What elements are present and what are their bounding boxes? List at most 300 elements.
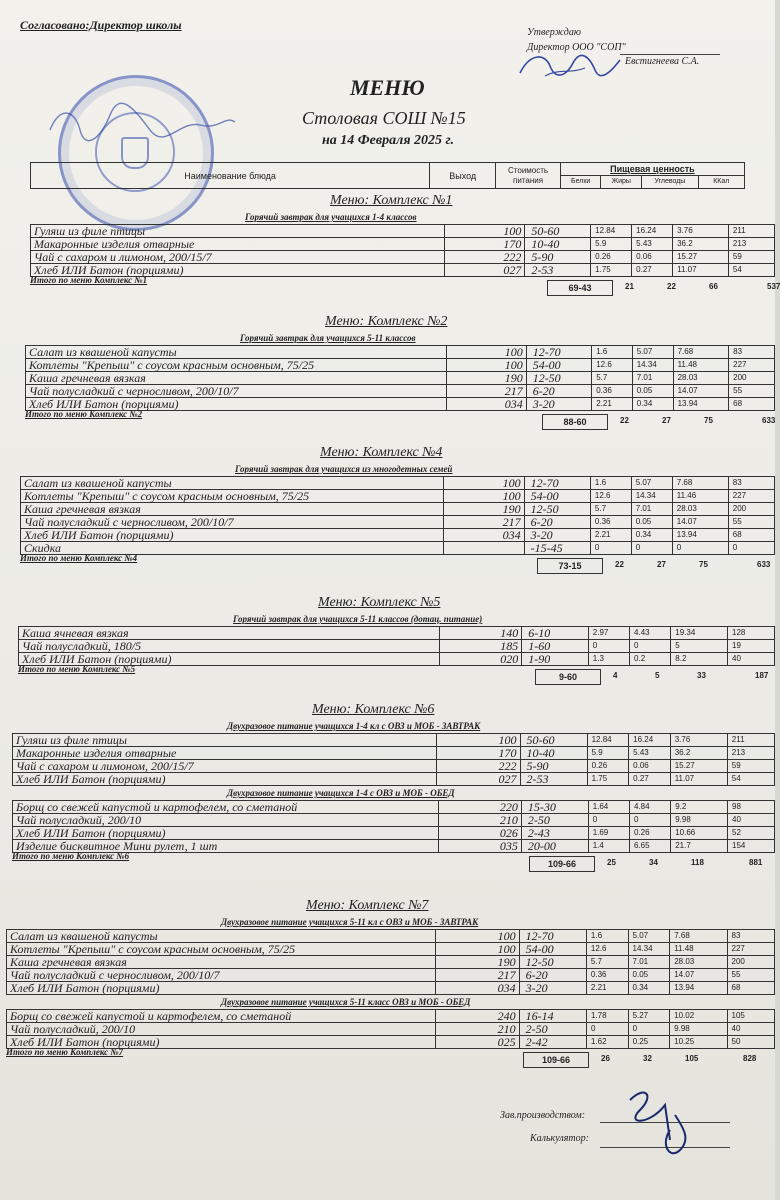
dish-output: 100 (446, 346, 526, 359)
table-row (7, 982, 775, 995)
dish-cost: 20-00 (521, 840, 588, 853)
dish-output: 100 (446, 359, 526, 372)
table-row (13, 827, 775, 840)
dish-kcal: 211 (728, 225, 774, 238)
complex-title: Меню: Комплекс №4 (320, 445, 443, 460)
dish-cost: 6-20 (526, 385, 592, 398)
dish-cost: 3-20 (524, 529, 590, 542)
dish-carbs: 3.76 (670, 734, 727, 747)
dish-fat: 0.26 (629, 827, 670, 840)
table-row (13, 801, 775, 814)
dish-carbs: 8.2 (671, 653, 728, 666)
dish-protein: 0.36 (590, 516, 631, 529)
dish-cost: 15-30 (521, 801, 588, 814)
total-carbs: 66 (709, 282, 718, 291)
dish-fat: 4.84 (629, 801, 670, 814)
dish-name: Каша гречневая вязкая (7, 956, 436, 969)
dish-fat: 0.05 (632, 385, 673, 398)
col-name-header: Наименование блюда (31, 163, 430, 189)
dish-fat: 0.34 (631, 529, 672, 542)
dish-cost: 3-20 (519, 982, 586, 995)
table-row (13, 747, 775, 760)
director-signature (515, 48, 625, 83)
dish-output: 210 (435, 1023, 519, 1036)
dish-protein: 5.7 (592, 372, 632, 385)
dish-cost: 2-42 (519, 1036, 586, 1049)
dish-cost: 1-60 (522, 640, 589, 653)
dish-name: Чай полусладкий, 200/10 (7, 1023, 436, 1036)
table-row (7, 956, 775, 969)
dish-fat: 16.24 (629, 734, 671, 747)
table-row (19, 640, 775, 653)
dish-name: Чай с сахаром и лимоном, 200/15/7 (13, 760, 437, 773)
table-row (7, 930, 775, 943)
dish-carbs: 11.48 (673, 359, 729, 372)
dish-kcal: 54 (727, 773, 774, 786)
dish-protein: 2.21 (592, 398, 632, 411)
page-title: МЕНЮ (350, 75, 425, 100)
dish-kcal: 68 (727, 982, 774, 995)
signature-line (620, 54, 720, 55)
dish-carbs: 5 (671, 640, 728, 653)
dish-kcal: 200 (729, 372, 775, 385)
col-cost-header: Стоимость питания (496, 163, 561, 189)
complex-title: Меню: Комплекс №2 (325, 314, 448, 329)
dish-fat: 16.24 (632, 225, 673, 238)
dish-carbs: 7.68 (670, 930, 727, 943)
dish-name: Чай полусладкий, 180/5 (19, 640, 440, 653)
complex-title: Меню: Комплекс №7 (306, 898, 429, 913)
dish-carbs: 14.07 (672, 516, 728, 529)
total-protein: 21 (625, 282, 634, 291)
dish-kcal: 200 (728, 503, 774, 516)
dish-kcal: 211 (727, 734, 774, 747)
dish-name: Хлеб ИЛИ Батон (порциями) (7, 982, 436, 995)
dish-kcal: 40 (728, 814, 775, 827)
dish-protein: 12.6 (590, 490, 631, 503)
block-subtitle: Двухразовое питание учащихся 5-11 кл с ОВЗ и МОБ - ЗАВТРАК (221, 917, 479, 927)
dish-output: 100 (437, 734, 520, 747)
dish-kcal: 54 (728, 264, 774, 277)
dish-carbs: 10.25 (670, 1036, 727, 1049)
dish-cost: 54-00 (519, 943, 586, 956)
col-fat-header: Жиры (601, 176, 642, 189)
dish-carbs: 9.98 (671, 814, 728, 827)
dish-fat: 0 (628, 1023, 670, 1036)
dish-fat: 6.65 (629, 840, 670, 853)
dish-output: 026 (439, 827, 522, 840)
itogo-label: Итого по меню Комплекс №4 (20, 553, 138, 563)
dish-carbs: 36.2 (673, 238, 729, 251)
dish-protein: 2.21 (586, 982, 628, 995)
dish-output: 100 (435, 930, 519, 943)
dish-protein: 0 (590, 542, 631, 555)
dish-fat: 5.07 (632, 346, 673, 359)
dish-output: 100 (443, 490, 524, 503)
block-subtitle: Горячий завтрак для учащихся 5-11 классов (дотац. питание) (233, 614, 483, 624)
dish-name: Чай полусладкий с черносливом, 200/10/7 (26, 385, 447, 398)
dish-carbs: 7.68 (672, 477, 728, 490)
complex-title: Меню: Комплекс №5 (318, 595, 441, 610)
dish-cost: 50-60 (520, 734, 587, 747)
dish-name: Чай полусладкий, 200/10 (13, 814, 439, 827)
total-fat: 27 (657, 560, 666, 569)
dish-cost: 12-70 (519, 930, 586, 943)
dish-cost: 12-50 (524, 503, 590, 516)
table-row (19, 627, 775, 640)
dish-cost: 2-53 (520, 773, 587, 786)
dish-kcal: 128 (728, 627, 775, 640)
dish-protein: 1.6 (592, 346, 632, 359)
agreed-label: Согласовано:Директор школы (20, 18, 182, 32)
dish-output: 222 (437, 760, 520, 773)
dish-fat: 0 (631, 542, 672, 555)
dish-name: Котлеты "Крепыш" с соусом красным основным, 75/25 (7, 943, 436, 956)
dish-output: 190 (435, 956, 519, 969)
dish-kcal: 83 (728, 477, 774, 490)
dish-carbs: 10.66 (671, 827, 728, 840)
dish-carbs: 11.46 (672, 490, 728, 503)
dish-protein: 1.62 (586, 1036, 628, 1049)
approve-role: Директор ООО "СОП" (527, 42, 626, 53)
dish-carbs: 14.07 (673, 385, 729, 398)
dish-carbs: 7.68 (673, 346, 729, 359)
table-row (21, 503, 775, 516)
dish-name: Хлеб ИЛИ Батон (порциями) (13, 827, 439, 840)
dish-carbs: 9.2 (671, 801, 728, 814)
production-signature (620, 1080, 700, 1155)
total-kcal: 828 (743, 1054, 757, 1063)
dish-cost: 5-90 (525, 251, 591, 264)
dish-name: Гуляш из филе птицы (13, 734, 437, 747)
total-fat: 27 (662, 416, 671, 425)
dish-cost: 12-70 (524, 477, 590, 490)
dish-cost: 12-50 (519, 956, 586, 969)
dish-table (12, 800, 775, 853)
block-subtitle: Горячий завтрак для учащихся 1-4 классов (245, 212, 417, 222)
dish-carbs: 13.94 (672, 529, 728, 542)
dish-output: 240 (435, 1010, 519, 1023)
dish-name: Каша ячневая вязкая (19, 627, 440, 640)
dish-cost: 2-53 (525, 264, 591, 277)
dish-output: 210 (439, 814, 522, 827)
table-row (26, 372, 775, 385)
dish-protein: 1.78 (586, 1010, 628, 1023)
dish-output: 025 (435, 1036, 519, 1049)
dish-cost: 3-20 (526, 398, 592, 411)
itogo-label: Итого по меню Комплекс №1 (30, 275, 148, 285)
dish-kcal: 98 (728, 801, 775, 814)
dish-cost: 10-40 (520, 747, 587, 760)
dish-cost: 2-43 (521, 827, 588, 840)
dish-carbs: 13.94 (670, 982, 727, 995)
dish-output: 185 (439, 640, 522, 653)
dish-cost: 2-50 (521, 814, 588, 827)
dish-output: 220 (439, 801, 522, 814)
total-cost: 109-66 (523, 1052, 589, 1068)
total-protein: 4 (613, 671, 618, 680)
dish-output: 100 (435, 943, 519, 956)
dish-fat: 0.05 (631, 516, 672, 529)
dish-carbs: 14.07 (670, 969, 727, 982)
col-kcal-header: ККал (698, 176, 744, 189)
dish-output (443, 542, 524, 555)
dish-kcal: 200 (727, 956, 774, 969)
table-row (13, 734, 775, 747)
total-protein: 25 (607, 858, 616, 867)
dish-name: Хлеб ИЛИ Батон (порциями) (13, 773, 437, 786)
dish-table (12, 733, 775, 786)
dish-cost: 54-00 (524, 490, 590, 503)
dish-protein: 0.36 (586, 969, 628, 982)
dish-cost: 1-90 (522, 653, 589, 666)
dish-protein: 0.36 (592, 385, 632, 398)
table-row (7, 943, 775, 956)
dish-name: Изделие бисквитное Мини рулет, 1 шт (13, 840, 439, 853)
dish-protein: 0 (588, 640, 629, 653)
dish-name: Каша гречневая вязкая (21, 503, 444, 516)
dish-cost: 12-70 (526, 346, 592, 359)
menu-date: на 14 Февраля 2025 г. (322, 133, 455, 148)
dish-name: Хлеб ИЛИ Батон (порциями) (21, 529, 444, 542)
dish-fat: 0.05 (628, 969, 670, 982)
block-subtitle: Горячий завтрак для учащихся 5-11 классов (240, 333, 416, 343)
dish-protein: 1.75 (587, 773, 629, 786)
dish-fat: 14.34 (628, 943, 670, 956)
table-row (31, 251, 775, 264)
dish-carbs: 0 (672, 542, 728, 555)
dish-output: 034 (446, 398, 526, 411)
dish-name: Хлеб ИЛИ Батон (порциями) (31, 264, 445, 277)
dish-kcal: 68 (729, 398, 775, 411)
dish-output: 020 (439, 653, 522, 666)
col-output-header: Выход (430, 163, 496, 189)
col-carbs-header: Углеводы (642, 176, 699, 189)
dish-name: Хлеб ИЛИ Батон (порциями) (19, 653, 440, 666)
total-kcal: 633 (762, 416, 776, 425)
dish-cost: 6-10 (522, 627, 589, 640)
dish-protein: 1.3 (588, 653, 629, 666)
dish-kcal: 227 (729, 359, 775, 372)
dish-kcal: 55 (728, 516, 774, 529)
dish-protein: 5.7 (590, 503, 631, 516)
dish-name: Котлеты "Крепыш" с соусом красным основным, 75/25 (21, 490, 444, 503)
dish-carbs: 19.34 (671, 627, 728, 640)
dish-output: 170 (444, 238, 525, 251)
table-row (13, 814, 775, 827)
dish-kcal: 227 (728, 490, 774, 503)
dish-protein: 12.6 (586, 943, 628, 956)
dish-cost: 5-90 (520, 760, 587, 773)
dish-fat: 5.43 (632, 238, 673, 251)
dish-protein: 0.26 (587, 760, 629, 773)
dish-kcal: 154 (728, 840, 775, 853)
dish-output: 140 (439, 627, 522, 640)
table-row (26, 359, 775, 372)
dish-kcal: 55 (729, 385, 775, 398)
dish-output: 034 (435, 982, 519, 995)
dish-carbs: 3.76 (673, 225, 729, 238)
dish-carbs: 15.27 (670, 760, 727, 773)
dish-name: Борщ со свежей капустой и картофелем, со сметаной (7, 1010, 436, 1023)
dish-table (20, 476, 775, 555)
itogo-label: Итого по меню Комплекс №2 (25, 409, 143, 419)
dish-carbs: 11.48 (670, 943, 727, 956)
dish-fat: 0 (629, 814, 670, 827)
dish-table (6, 1009, 775, 1049)
dish-name: Чай полусладкий с черносливом, 200/10/7 (7, 969, 436, 982)
dish-cost: 16-14 (519, 1010, 586, 1023)
dish-fat: 0.06 (632, 251, 673, 264)
calculator-label: Калькулятор: (530, 1133, 589, 1144)
block-subtitle: Двухразовое питание учащихся 5-11 класс ОВЗ и МОБ - ОБЕД (221, 997, 471, 1007)
dish-protein: 2.97 (588, 627, 629, 640)
dish-table (25, 345, 775, 411)
dish-name: Салат из квашеной капусты (26, 346, 447, 359)
dish-fat: 7.01 (631, 503, 672, 516)
dish-carbs: 9.98 (670, 1023, 727, 1036)
production-label: Зав.производством: (500, 1110, 586, 1121)
dish-output: 027 (437, 773, 520, 786)
dish-protein: 1.64 (588, 801, 629, 814)
dish-fat: 0.34 (628, 982, 670, 995)
dish-output: 100 (443, 477, 524, 490)
table-row (26, 385, 775, 398)
dish-fat: 14.34 (632, 359, 673, 372)
table-row (21, 516, 775, 529)
dish-carbs: 11.07 (673, 264, 729, 277)
total-cost: 69-43 (547, 280, 613, 296)
dish-kcal: 213 (727, 747, 774, 760)
dish-carbs: 13.94 (673, 398, 729, 411)
dish-protein: 1.6 (590, 477, 631, 490)
dish-output: 170 (437, 747, 520, 760)
dish-protein: 12.6 (592, 359, 632, 372)
table-row (7, 1023, 775, 1036)
dish-kcal: 227 (727, 943, 774, 956)
total-kcal: 881 (749, 858, 763, 867)
dish-kcal: 213 (728, 238, 774, 251)
dish-protein: 2.21 (590, 529, 631, 542)
total-kcal: 537 (767, 282, 780, 291)
dish-kcal: 105 (727, 1010, 775, 1023)
dish-name: Гуляш из филе птицы (31, 225, 445, 238)
total-kcal: 633 (757, 560, 771, 569)
table-row (13, 760, 775, 773)
total-protein: 26 (601, 1054, 610, 1063)
total-protein: 22 (615, 560, 624, 569)
dish-protein: 5.9 (587, 747, 629, 760)
dish-name: Макаронные изделия отварные (13, 747, 437, 760)
dish-kcal: 83 (727, 930, 774, 943)
col-protein-header: Белки (560, 176, 601, 189)
dish-kcal: 59 (727, 760, 774, 773)
dish-protein: 12.84 (587, 734, 629, 747)
dish-name: Хлеб ИЛИ Батон (порциями) (26, 398, 447, 411)
dish-name: Хлеб ИЛИ Батон (порциями) (7, 1036, 436, 1049)
total-fat: 5 (655, 671, 660, 680)
total-fat: 22 (667, 282, 676, 291)
dish-fat: 0 (630, 640, 671, 653)
dish-protein: 1.6 (586, 930, 628, 943)
dish-fat: 0.27 (632, 264, 673, 277)
school-name: Столовая СОШ №15 (302, 108, 466, 128)
dish-protein: 12.84 (591, 225, 632, 238)
dish-output: 217 (443, 516, 524, 529)
column-header-table (30, 162, 745, 189)
dish-output: 190 (446, 372, 526, 385)
dish-kcal: 50 (727, 1036, 775, 1049)
dish-fat: 7.01 (632, 372, 673, 385)
approve-label: Утверждаю (527, 27, 581, 38)
table-row (21, 529, 775, 542)
block-subtitle: Горячий завтрак для учащихся из многодетных семей (235, 464, 453, 474)
dish-fat: 5.07 (628, 930, 670, 943)
dish-protein: 5.9 (591, 238, 632, 251)
itogo-label: Итого по меню Комплекс №6 (12, 851, 130, 861)
itogo-label: Итого по меню Комплекс №5 (18, 664, 136, 674)
dish-fat: 4.43 (630, 627, 671, 640)
dish-output: 035 (439, 840, 522, 853)
dish-cost: 10-40 (525, 238, 591, 251)
dish-cost: 6-20 (524, 516, 590, 529)
dish-name: Каша гречневая вязкая (26, 372, 447, 385)
dish-cost: 12-50 (526, 372, 592, 385)
dish-protein: 0 (586, 1023, 628, 1036)
dish-output: 217 (435, 969, 519, 982)
dish-table (30, 224, 775, 277)
dish-cost: 6-20 (519, 969, 586, 982)
dish-output: 217 (446, 385, 526, 398)
dish-table (6, 929, 775, 995)
dish-cost: 2-50 (519, 1023, 586, 1036)
col-nutrition-header: Пищевая ценность (560, 163, 744, 176)
total-cost: 88-60 (542, 414, 608, 430)
itogo-label: Итого по меню Комплекс №7 (6, 1047, 124, 1057)
dish-fat: 14.34 (631, 490, 672, 503)
table-row (21, 477, 775, 490)
dish-protein: 0 (588, 814, 629, 827)
dish-kcal: 68 (728, 529, 774, 542)
dish-output: 222 (444, 251, 525, 264)
dish-name: Скидка (21, 542, 444, 555)
total-carbs: 33 (697, 671, 706, 680)
dish-name: Макаронные изделия отварные (31, 238, 445, 251)
total-protein: 22 (620, 416, 629, 425)
approve-name: Евстигнеева С.А. (625, 56, 700, 67)
total-fat: 34 (649, 858, 658, 867)
dish-fat: 7.01 (628, 956, 670, 969)
dish-carbs: 11.07 (670, 773, 727, 786)
dish-kcal: 0 (728, 542, 774, 555)
dish-output: 027 (444, 264, 525, 277)
dish-name: Салат из квашеной капусты (21, 477, 444, 490)
dish-kcal: 40 (727, 1023, 775, 1036)
table-row (13, 773, 775, 786)
dish-cost: 54-00 (526, 359, 592, 372)
school-signature (40, 100, 240, 150)
block-subtitle: Двухразовое питание учащихся 1-4 кл с ОВЗ и МОБ - ЗАВТРАК (227, 721, 481, 731)
dish-kcal: 19 (728, 640, 775, 653)
dish-carbs: 10.02 (670, 1010, 727, 1023)
dish-output: 100 (444, 225, 525, 238)
total-fat: 32 (643, 1054, 652, 1063)
dish-fat: 5.07 (631, 477, 672, 490)
dish-output: 034 (443, 529, 524, 542)
dish-fat: 5.43 (629, 747, 671, 760)
table-row (7, 1010, 775, 1023)
total-carbs: 105 (685, 1054, 699, 1063)
